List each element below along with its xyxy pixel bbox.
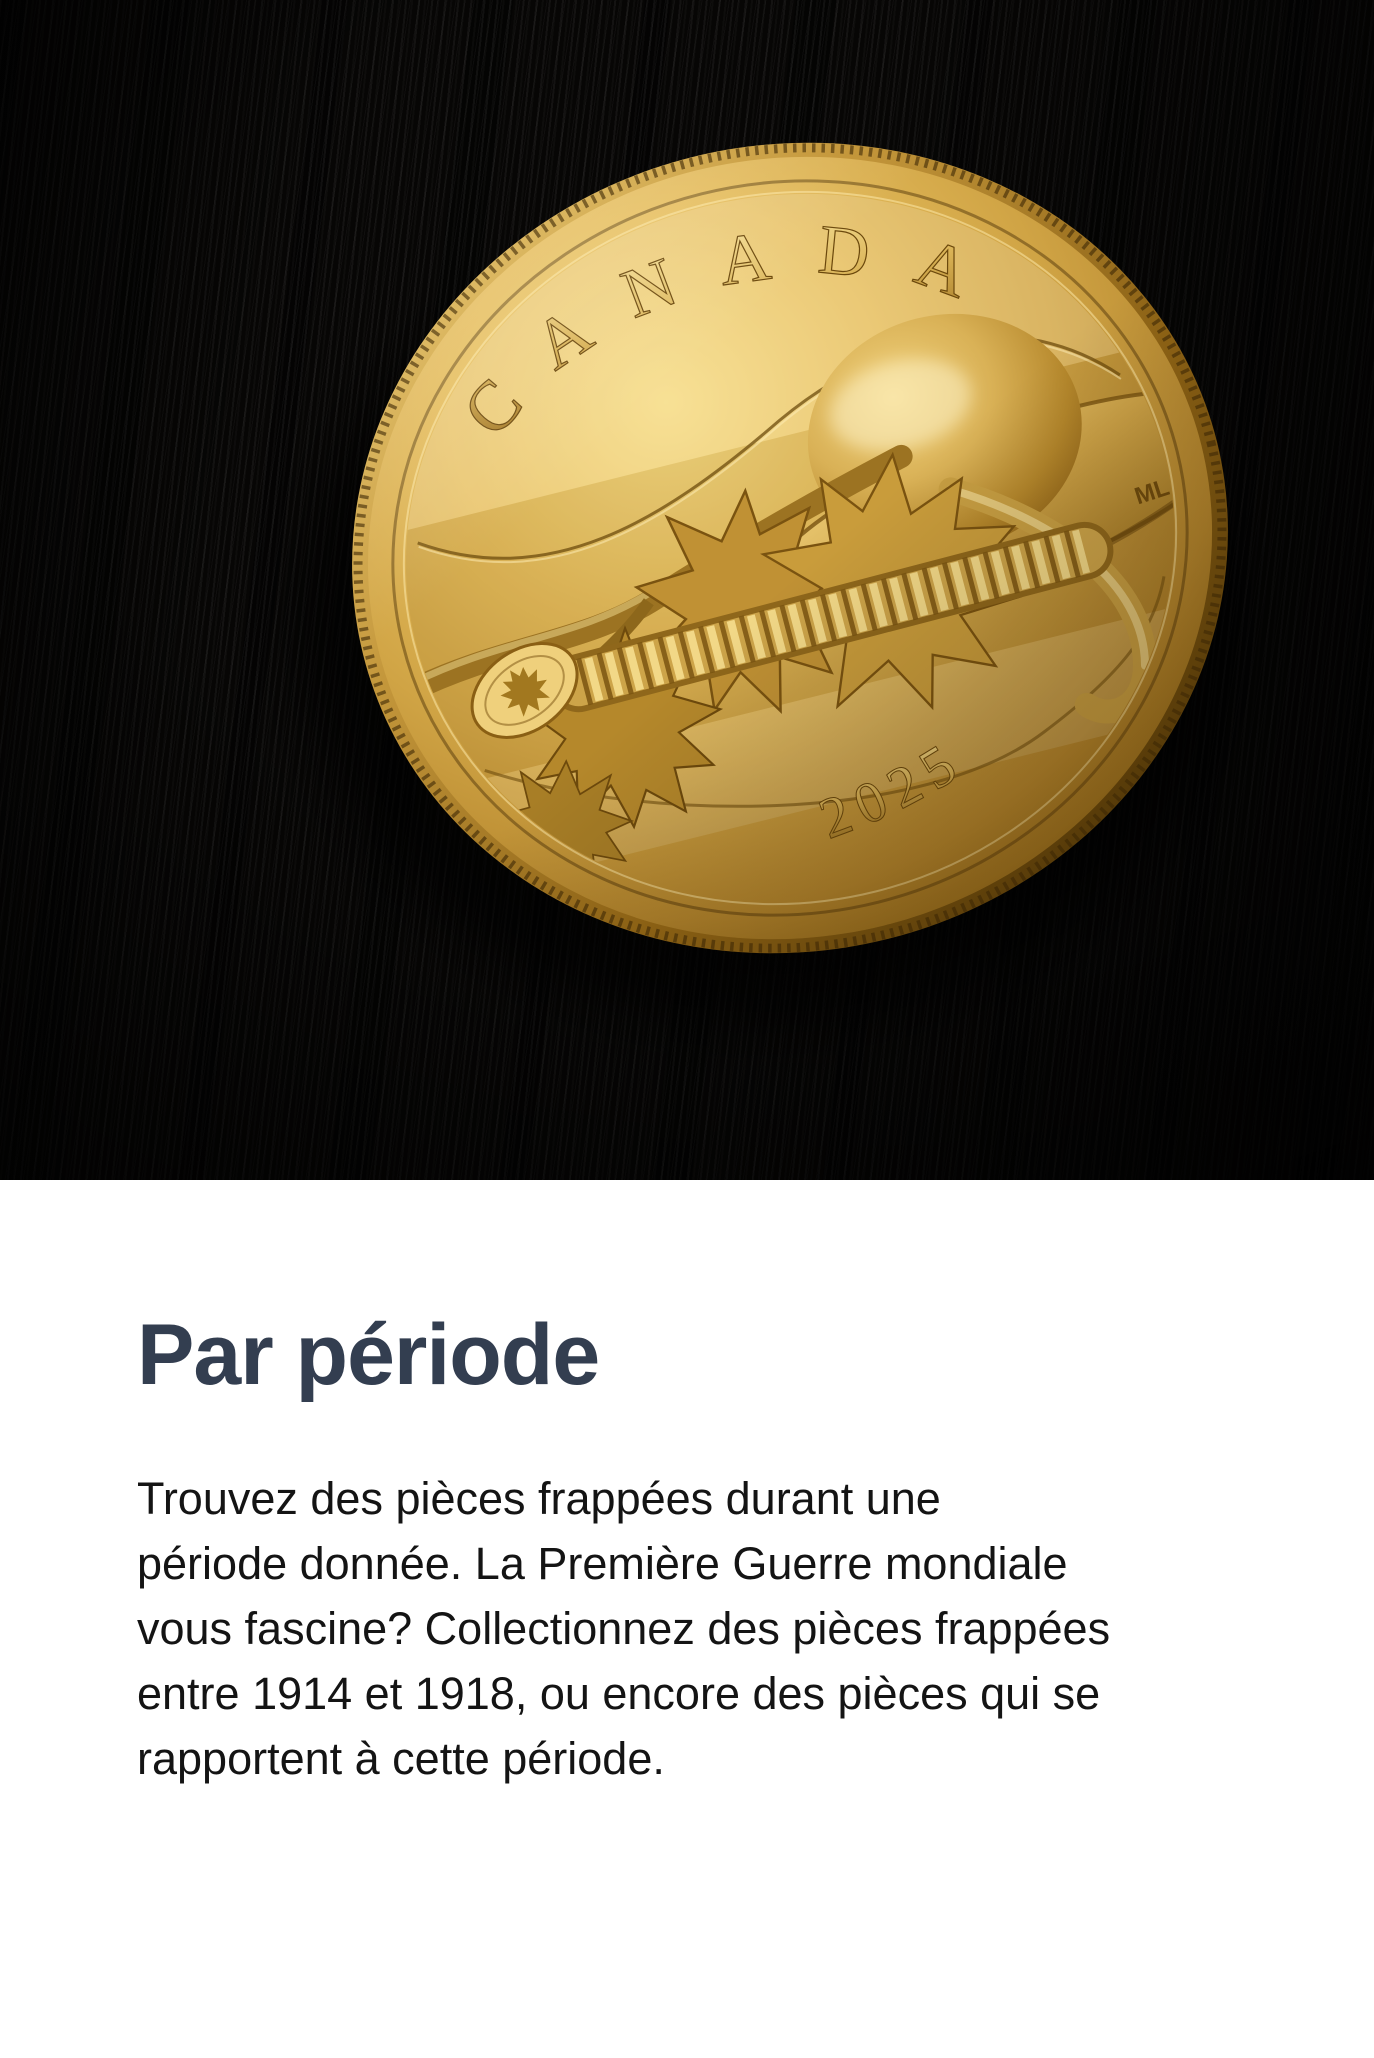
description-line: rapportent à cette période. xyxy=(137,1733,665,1785)
description-line: vous fascine? Collectionnez des pièces frappées xyxy=(137,1603,1111,1655)
description-line: période donnée. La Première Guerre mondiale xyxy=(137,1538,1068,1590)
period-section xyxy=(0,1180,1374,1791)
description-line: entre 1914 et 1918, ou encore des pièces qui se xyxy=(137,1668,1101,1720)
section-description xyxy=(137,1466,1237,1791)
section-title: Par période xyxy=(137,1307,600,1403)
description-line: Trouvez des pièces frappées durant une xyxy=(137,1473,941,1525)
